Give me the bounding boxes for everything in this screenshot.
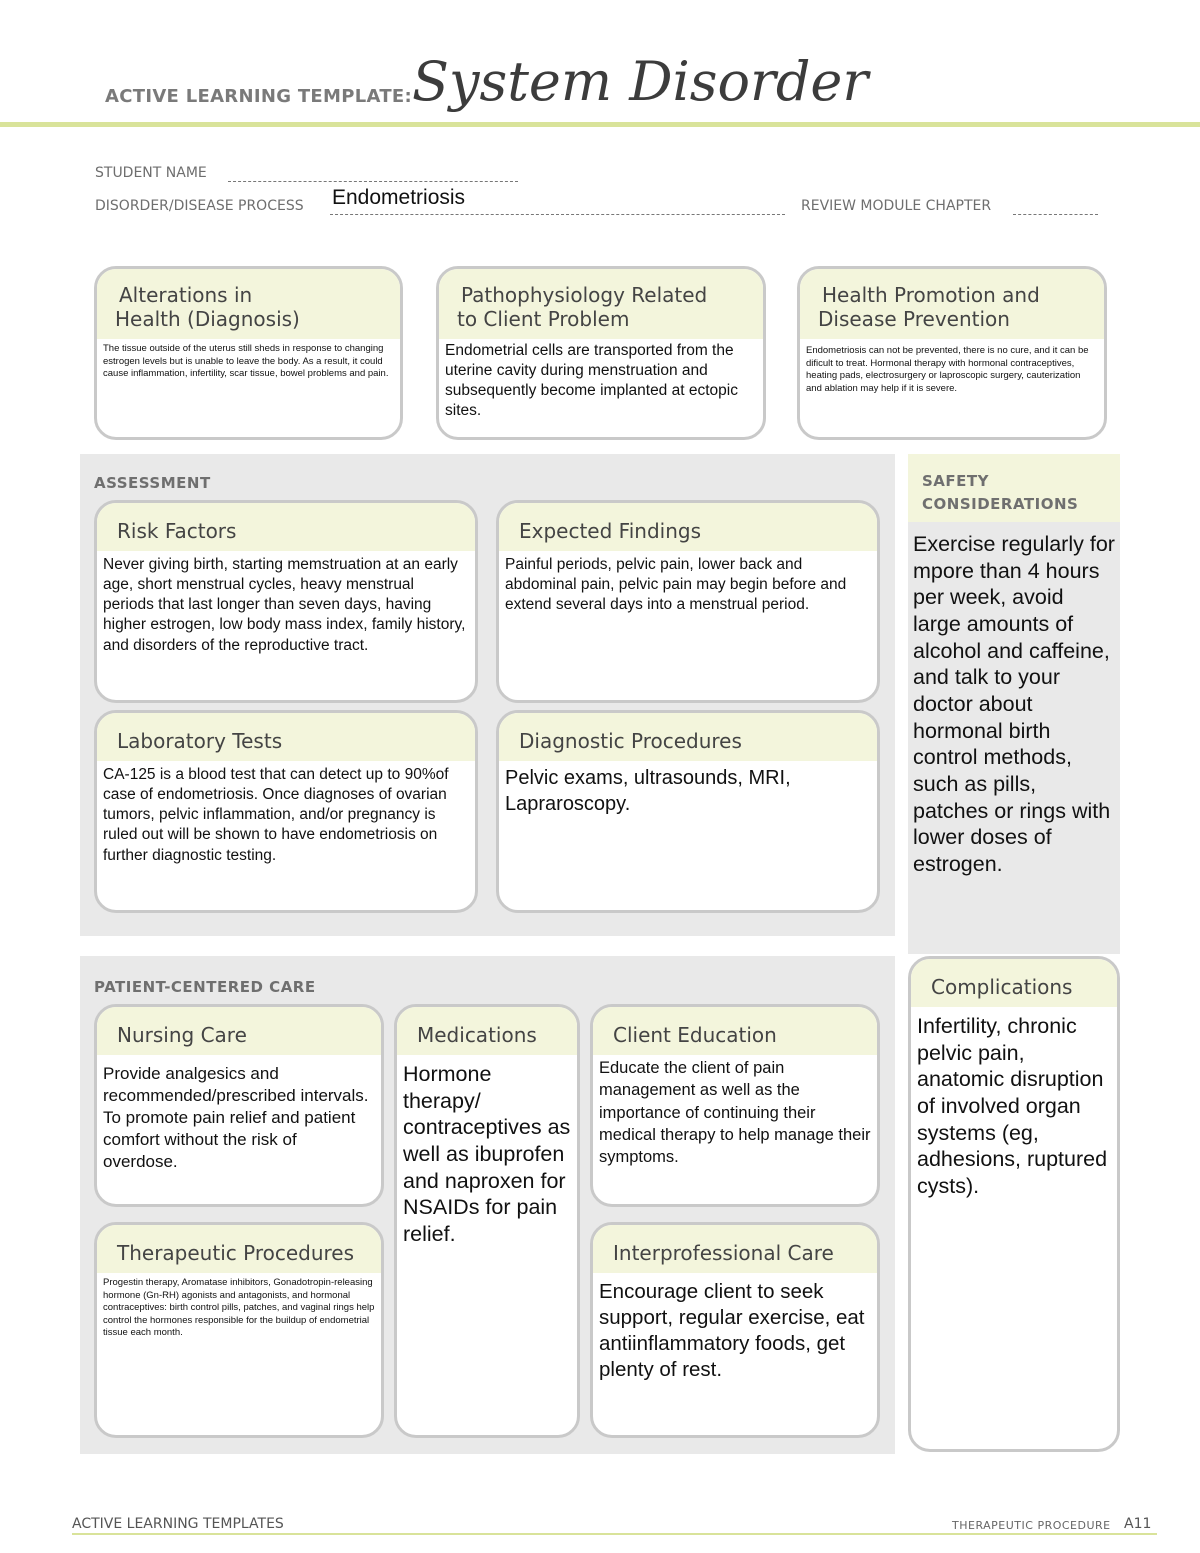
review-module-label: REVIEW MODULE CHAPTER [801,198,992,214]
client-education-header: Client Education [593,1007,877,1055]
student-name-label: STUDENT NAME [95,165,207,181]
laboratory-tests-header: Laboratory Tests [97,713,475,761]
health-promotion-header [800,269,1104,339]
disorder-label: DISORDER/DISEASE PROCESS [95,198,304,214]
footer-divider [72,1533,1157,1535]
health-promotion-card [797,266,1107,440]
header-divider [0,122,1200,127]
nursing-care-card [94,1004,384,1207]
safety-label-line2: CONSIDERATIONS [922,495,1079,514]
complications-body: Infertility, chronic pelvic pain, anatomic disruption of involved organ systems (eg, adhesions, ruptured cysts). [917,1014,1108,1198]
nursing-care-header: Nursing Care [97,1007,381,1055]
diagnostic-procedures-card [496,710,880,913]
page-number: A11 [1124,1516,1152,1532]
footer-left: ACTIVE LEARNING TEMPLATES [72,1516,284,1532]
student-name-field[interactable] [228,181,518,182]
risk-factors-card [94,500,478,703]
interprofessional-care-header: Interprofessional Care [593,1225,877,1273]
risk-factors-header: Risk Factors [97,503,475,551]
alterations-title-line2: Health (Diagnosis) [115,307,300,331]
client-education-body: Educate the client of pain management as well as the importance of continuing their medical therapy to help manage their symptoms. [599,1059,871,1167]
medications-body: Hormone therapy/ contraceptives as well as ibuprofen and naproxen for NSAIDs for pain relief. [403,1062,571,1246]
template-label: ACTIVE LEARNING TEMPLATE: [105,86,412,107]
therapeutic-procedures-card [94,1222,384,1438]
patient-care-label: PATIENT-CENTERED CARE [94,978,316,996]
alterations-card [94,266,403,440]
pathophysiology-card [436,266,766,440]
review-module-field[interactable] [1013,214,1098,215]
interprofessional-care-body: Encourage client to seek support, regular exercise, eat antiinflammatory foods, get plenty of rest. [599,1280,865,1382]
alterations-title-line1: Alterations in [119,283,253,307]
therapeutic-procedures-header: Therapeutic Procedures [97,1225,381,1273]
complications-card [908,956,1120,1452]
page-title: System Disorder [412,50,869,113]
nursing-care-body: Provide analgesics and recommended/prescribed intervals. To promote pain relief and patient comfort without the risk of overdose. [103,1064,369,1172]
expected-findings-header: Expected Findings [499,503,877,551]
safety-body: Exercise regularly for mpore than 4 hours per week, avoid large amounts of alcohol and caffeine, and talk to your doctor about hormonal birth control methods, such as pills, patches or rings with lower doses of estrogen. [913,532,1115,876]
pathophysiology-header [439,269,763,339]
health-promotion-body: Endometriosis can not be prevented, there is no cure, and it can be dificult to treat. Hormonal therapy with hormonal contraceptives, heating pads, electrosurgery or laproscopic surgery, cauterization and ablation may help if it is severe. [806,345,1089,394]
health-promotion-title-line1: Health Promotion and [822,283,1040,307]
complications-header: Complications [911,959,1117,1007]
expected-findings-body: Painful periods, pelvic pain, lower back and abdominal pain, pelvic pain may begin before and extend several days into a menstrual period. [505,556,847,614]
therapeutic-procedures-body: Progestin therapy, Aromatase inhibitors, Gonadotropin-releasing hormone (Gn-RH) agonists and antagonists, and hormonal contraceptives: birth control pills, patches, and vaginal rings help control the hormones responsible for the buildup of endometrial tissue each month. [103,1277,375,1339]
diagnostic-procedures-header: Diagnostic Procedures [499,713,877,761]
medications-card [394,1004,580,1438]
alterations-body: The tissue outside of the uterus still sheds in response to changing estrogen levels but is unable to leave the body. As a result, it could cause inflammation, infertility, scar tissue, bowel problems and pain. [103,343,389,380]
safety-label-line1: SAFETY [922,472,989,490]
footer-procedure-label: THERAPEUTIC PROCEDURE [952,1519,1111,1532]
interprofessional-care-card [590,1222,880,1438]
health-promotion-title-line2: Disease Prevention [818,307,1010,331]
pathophysiology-body: Endometrial cells are transported from the uterine cavity during menstruation and subsequently become implanted at ectopic sites. [445,342,738,420]
alterations-header [97,269,400,339]
pathophysiology-title-line1: Pathophysiology Related [461,283,708,307]
disorder-field[interactable] [330,214,785,215]
laboratory-tests-body: CA-125 is a blood test that can detect up to 90%of case of endometriosis. Once diagnoses of ovarian tumors, pelvic inflammation, and/or pregnancy is ruled out will be shown to have endometriosis on further diagnostic testing. [103,766,449,864]
assessment-label: ASSESSMENT [94,474,211,492]
client-education-card [590,1004,880,1207]
pathophysiology-title-line2: to Client Problem [457,307,630,331]
laboratory-tests-card [94,710,478,913]
expected-findings-card [496,500,880,703]
safety-header [908,454,1120,522]
medications-header: Medications [397,1007,577,1055]
risk-factors-body: Never giving birth, starting memstruation at an early age, short menstrual cycles, heavy menstrual periods that last longer than seven days, having higher estrogen, low body mass index, family history, and disorders of the reproductive tract. [103,556,466,654]
diagnostic-procedures-body: Pelvic exams, ultrasounds, MRI, Lapraroscopy. [505,767,791,815]
disorder-value: Endometriosis [332,186,466,209]
